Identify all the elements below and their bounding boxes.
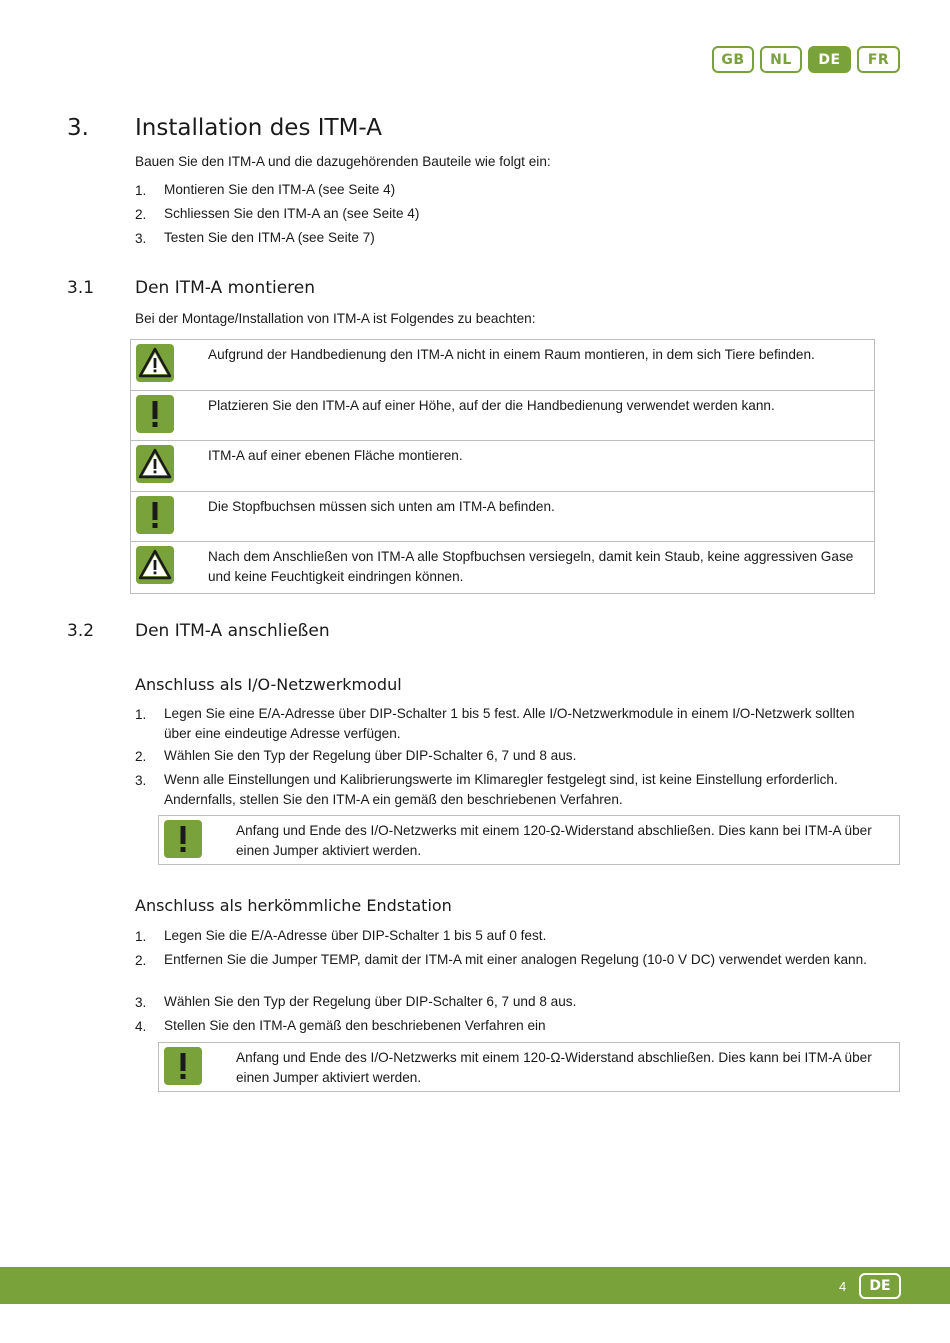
termination-note [158,815,900,865]
list-number: 2. [135,749,147,764]
list-item: Wenn alle Einstellungen und Kalibrierungswerte im Klimaregler festgelegt sind, ist keine Einstellung erforderlich. Andernfalls, stellen Sie den ITM-A ein gemäß den beschriebenen Verfahren. [164,772,838,807]
note-text: Anfang und Ende des I/O-Netzwerks mit einem 120-Ω-Widerstand abschließen. Dies kann bei ITM-A über einen Jumper aktiviert werden. [236,823,872,858]
footer-bar [0,1267,950,1304]
note-text: Aufgrund der Handbedienung den ITM-A nicht in einem Raum montieren, in dem sich Tiere befinden. [208,347,815,362]
list-number: 4. [135,1019,147,1034]
list-number: 2. [135,953,147,968]
lang-tab-gb[interactable]: GB [712,46,754,73]
note-row [131,391,874,442]
exclamation-icon [136,496,174,534]
note-row [131,492,874,543]
exclamation-icon [164,820,202,858]
termination-note [158,1042,900,1092]
section-intro: Bauen Sie den ITM-A und die dazugehörenden Bauteile wie folgt ein: [135,154,551,169]
note-row [131,542,874,593]
list-number: 1. [135,183,147,198]
list-item: Legen Sie eine E/A-Adresse über DIP-Schalter 1 bis 5 fest. Alle I/O-Netzwerkmodule in einem I/O-Netzwerk sollten über eine eindeutige Adresse verfügen. [164,706,855,741]
list-item: Legen Sie die E/A-Adresse über DIP-Schalter 1 bis 5 auf 0 fest. [164,928,547,943]
list-number: 3. [135,773,147,788]
subheading: Anschluss als I/O-Netzwerkmodul [135,675,402,694]
warning-triangle-icon [136,445,174,483]
note-text: Platzieren Sie den ITM-A auf einer Höhe, auf der die Handbedienung verwendet werden kann. [208,397,775,413]
subsection-intro: Bei der Montage/Installation von ITM-A ist Folgendes zu beachten: [135,311,536,326]
note-text: ITM-A auf einer ebenen Fläche montieren. [208,448,463,463]
subsection-title: Den ITM-A montieren [135,278,316,298]
list-number: 1. [135,929,147,944]
list-item: Entfernen Sie die Jumper TEMP, damit der ITM-A mit einer analogen Regelung (10-0 V DC) verwendet werden kann. [164,952,867,967]
warning-triangle-icon [136,546,174,584]
list-number: 2. [135,207,147,222]
note-text: Anfang und Ende des I/O-Netzwerks mit einem 120-Ω-Widerstand abschließen. Dies kann bei ITM-A über einen Jumper aktiviert werden. [236,1050,872,1085]
lang-tab-de[interactable]: DE [808,46,851,73]
subsection-number: 3.2 [67,621,95,641]
section-title: Installation des ITM-A [135,115,382,141]
section-number: 3. [67,115,89,141]
warning-triangle-icon [136,344,174,382]
mounting-notes-table [130,339,875,594]
list-item: Montieren Sie den ITM-A (see Seite 4) [164,182,396,197]
list-item: Testen Sie den ITM-A (see Seite 7) [164,230,375,245]
page-number: 4 [839,1279,847,1294]
list-number: 1. [135,707,147,722]
lang-tab-fr[interactable]: FR [857,46,900,73]
list-item: Stellen Sie den ITM-A gemäß den beschriebenen Verfahren ein [164,1018,546,1033]
list-item: Wählen Sie den Typ der Regelung über DIP-Schalter 6, 7 und 8 aus. [164,994,577,1009]
note-text: Die Stopfbuchsen müssen sich unten am ITM-A befinden. [208,498,555,514]
list-number: 3. [135,995,147,1010]
lang-tab-nl[interactable]: NL [760,46,802,73]
footer-language-badge: DE [859,1273,901,1299]
list-item: Schliessen Sie den ITM-A an (see Seite 4) [164,206,420,221]
exclamation-icon [164,1047,202,1085]
list-item: Wählen Sie den Typ der Regelung über DIP-Schalter 6, 7 und 8 aus. [164,748,577,763]
note-row [131,441,874,492]
note-text: Nach dem Anschließen von ITM-A alle Stopfbuchsen versiegeln, damit kein Staub, keine aggressiven Gase und keine Feuchtigkeit eindringen können. [208,549,854,584]
subheading: Anschluss als herkömmliche Endstation [135,896,452,915]
exclamation-icon [136,395,174,433]
subsection-title: Den ITM-A anschließen [135,621,330,641]
list-number: 3. [135,231,147,246]
subsection-number: 3.1 [67,278,95,298]
language-selector [712,46,900,73]
note-row [131,340,874,391]
